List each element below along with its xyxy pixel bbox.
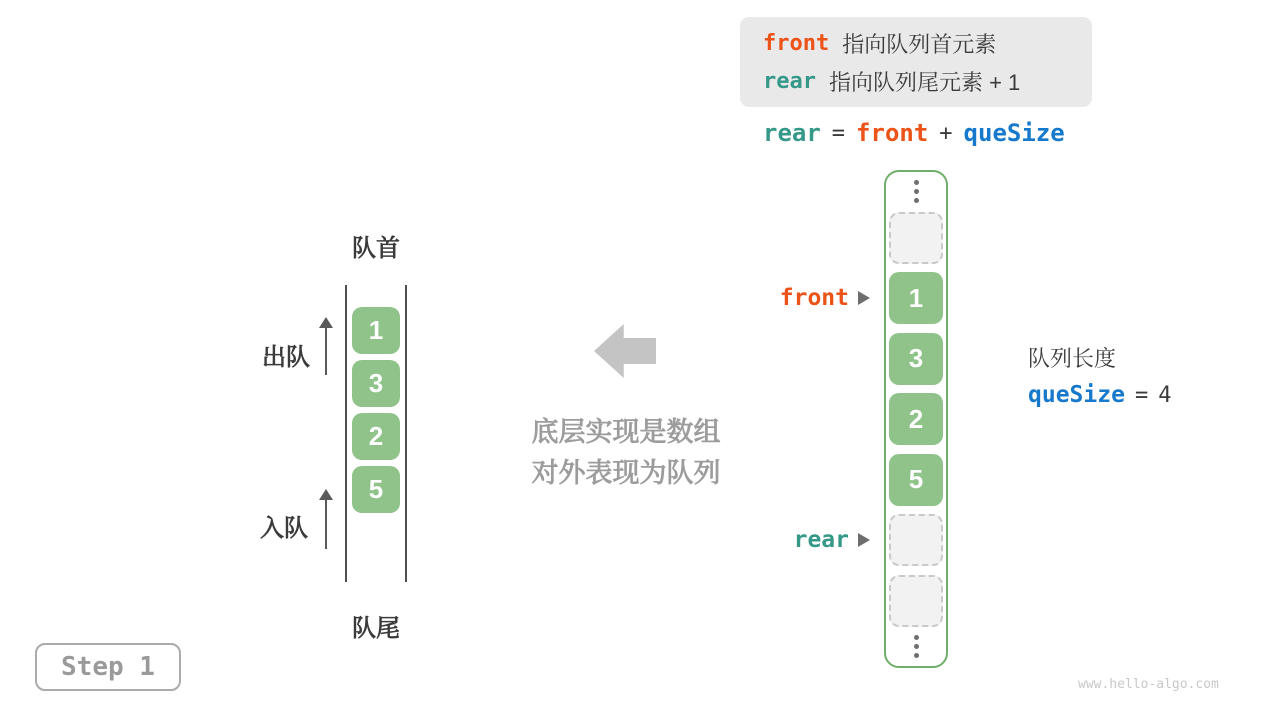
queue-front-label: 队首	[352, 235, 400, 262]
legend-line-front	[763, 28, 1092, 59]
pointer-legend-box	[740, 17, 1092, 107]
queue-cells	[352, 307, 400, 513]
queue-cell: 3	[352, 360, 400, 407]
dequeue-arrowhead-icon	[319, 317, 333, 328]
watermark: www.hello-algo.com	[1078, 677, 1219, 692]
enqueue-label: 入队	[260, 515, 308, 542]
array-cell: 1	[889, 272, 943, 324]
array-cell-empty	[889, 575, 943, 627]
rear-pointer-label: rear	[793, 527, 849, 553]
ellipsis-icon	[914, 180, 919, 203]
enqueue-arrow-icon	[318, 489, 334, 549]
front-code-label: front	[763, 30, 830, 56]
rear-code-label: rear	[763, 68, 816, 94]
queue-length-annotation	[1028, 342, 1171, 408]
queue-length-label: 队列长度	[1028, 346, 1117, 371]
array-cell: 5	[889, 454, 943, 506]
formula-equals: =	[831, 120, 846, 146]
quesize-value: 4	[1158, 382, 1172, 408]
dequeue-arrow-icon	[318, 317, 334, 375]
front-pointer-arrow-icon	[858, 291, 870, 305]
dequeue-arrowline	[325, 328, 327, 375]
quesize-code-label: queSize	[1028, 382, 1125, 408]
ellipsis-icon	[914, 635, 919, 658]
legend-rear-text: 指向队列尾元素 + 1	[828, 69, 1021, 95]
array-cell: 2	[889, 393, 943, 445]
array-cell-empty	[889, 514, 943, 566]
formula-front: front	[856, 119, 929, 147]
dequeue-label: 出队	[262, 344, 310, 371]
step-badge: Step 1	[35, 643, 181, 691]
array-cell: 3	[889, 333, 943, 385]
array-column	[884, 170, 948, 668]
legend-line-rear	[763, 66, 1092, 97]
queue-cell: 1	[352, 307, 400, 354]
queue-cell: 5	[352, 466, 400, 513]
queue-rear-label: 队尾	[352, 615, 400, 642]
enqueue-arrowhead-icon	[319, 489, 333, 500]
array-cell-empty	[889, 212, 943, 264]
left-block-arrow-icon	[594, 324, 656, 378]
queue-cell: 2	[352, 413, 400, 460]
queue-left-wall	[345, 285, 347, 582]
front-pointer	[760, 285, 870, 311]
center-caption-line2: 对外表现为队列	[531, 458, 721, 488]
front-pointer-label: front	[779, 285, 849, 311]
center-caption-line1: 底层实现是数组	[531, 417, 721, 447]
center-caption	[501, 412, 751, 494]
rear-pointer-arrow-icon	[858, 533, 870, 547]
rear-pointer	[760, 527, 870, 553]
queue-right-wall	[405, 285, 407, 582]
pointer-formula	[763, 119, 1065, 147]
quesize-equals: =	[1134, 382, 1149, 408]
formula-quesize: queSize	[963, 119, 1065, 147]
enqueue-arrowline	[325, 500, 327, 549]
legend-front-text: 指向队列首元素	[842, 31, 997, 57]
formula-plus: +	[939, 120, 953, 146]
formula-rear: rear	[763, 119, 821, 147]
quesize-value-line	[1028, 382, 1171, 408]
